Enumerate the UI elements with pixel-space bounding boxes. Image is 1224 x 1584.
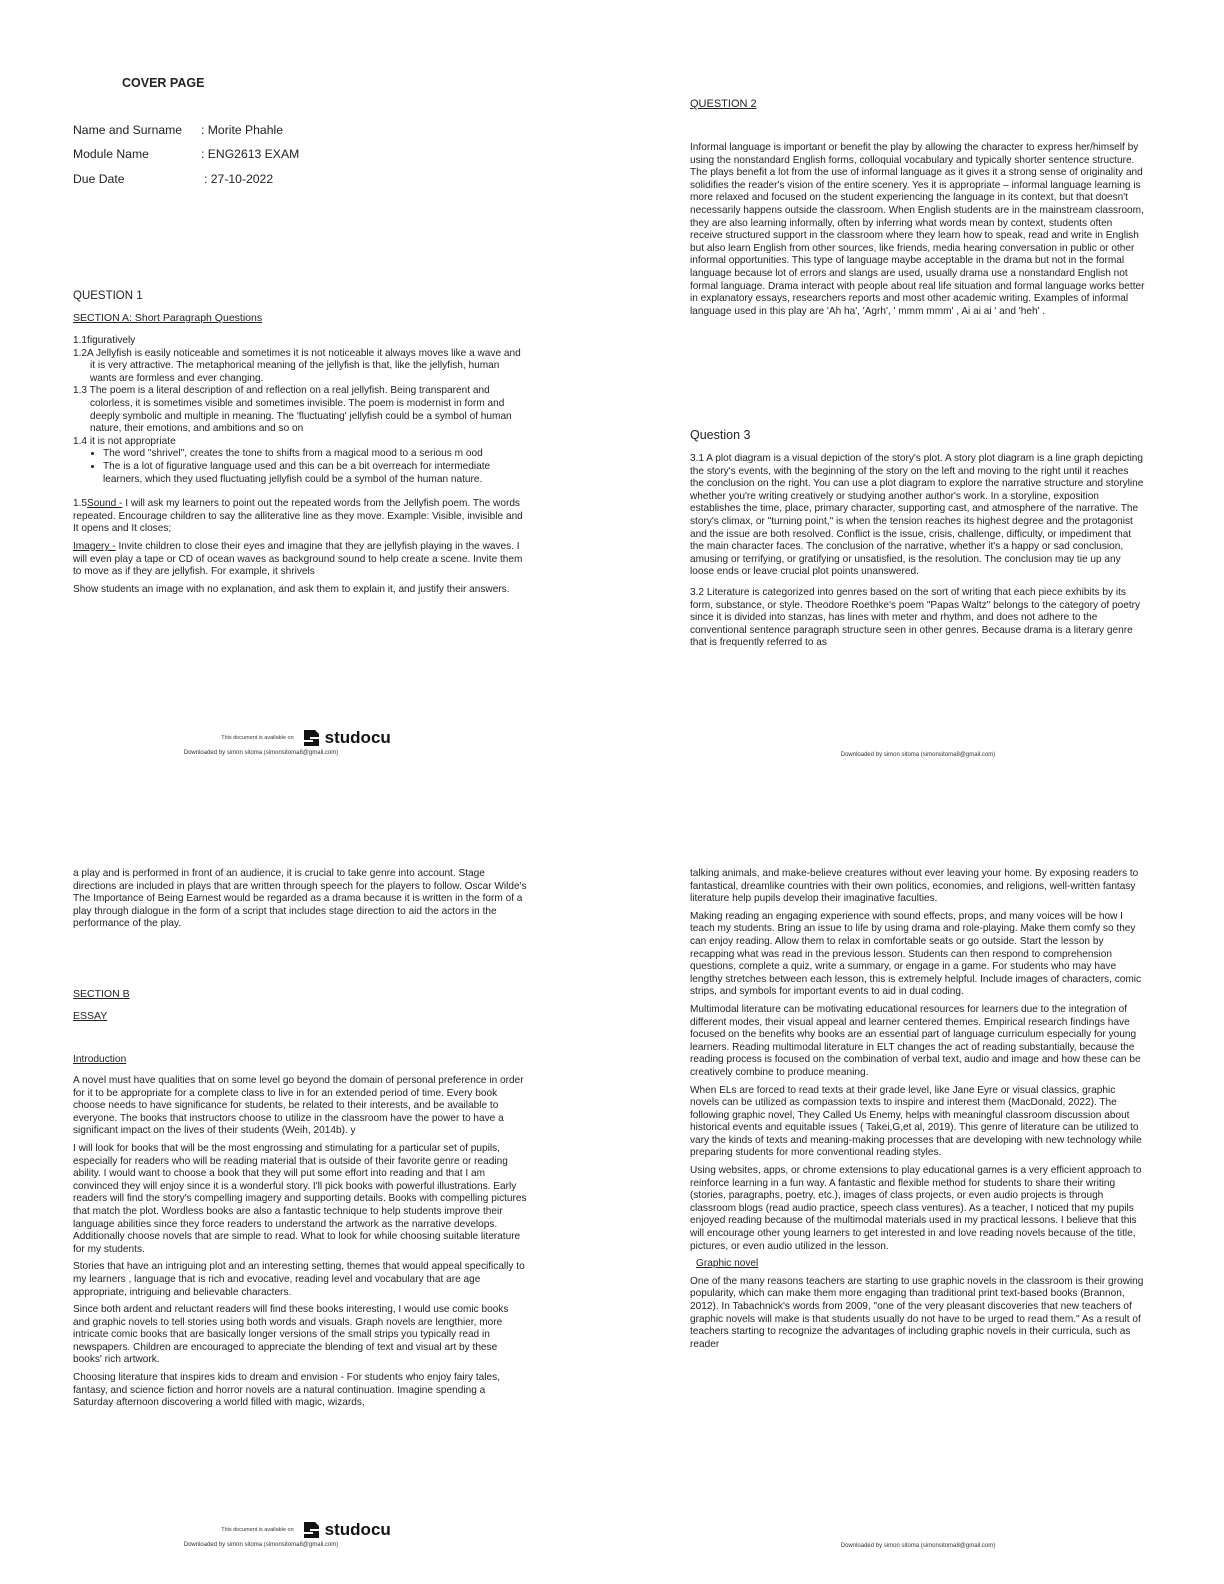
essay-heading: ESSAY (73, 1010, 108, 1022)
essay-paragraph: talking animals, and make-believe creatures without ever leaving your home. By exposing readers to fantastical, dreamlike countries with their own politics, economies, and religions, well-written fantasy literature help pupils develop their imaginative faculties. (690, 868, 1139, 905)
essay-paragraph: Stories that have an intriguing plot and an interesting setting, themes that would appeal specifically to my learners , language that is rich and evocative, reading level and vocabulary that are age appropriate, intriguing and believable characters. (73, 1261, 525, 1298)
meta-value: : ENG2613 EXAM (201, 147, 300, 161)
essay-paragraph: I will look for books that will be the most engrossing and stimulating for a particular set of pupils, especially for readers who will be reading material that is outside of their favorite genre or reading ability. I would want to choose a book that they will put some effort into reading and that I am convinced they will enjoy since it is a wonderful story. I'll pick books with powerful illustrations. Early readers will find the story's compelling imagery and supporting details. Books with compelling pictures that match the plot. Wordless books are also a fantastic technique to help students improve their language abilities since they force readers to understand the artwork as the narrative develops. Additionally choose novels that are simple to read. What to look for while choosing suitable literature for my students. (73, 1142, 527, 1255)
meta-value: : Morite Phahle (201, 123, 283, 137)
sound-label: Sound - (87, 498, 123, 510)
meta-label: Module Name (73, 147, 149, 161)
meta-due-row (73, 172, 273, 186)
essay-paragraph: One of the many reasons teachers are starting to use graphic novels in the classroom is their growing popularity, which can make them more engaging than traditional print text-based books (Brannon, 2012). In Tabachnick's words from 2009, "one of the very pleasant discoveries that new teachers of graphic novels will make is that students usually do not have to be urged to read them." As a result of teachers starting to recognize the advantages of including graphic novels in their curricula, such as reader (690, 1275, 1144, 1350)
answer-1-5-number: 1.5 (73, 498, 88, 510)
page-2 (612, 0, 1224, 790)
downloaded-by: Downloaded by simon sitoma (simonsitoma8@gmail.com) (840, 752, 996, 758)
page-1 (0, 0, 612, 790)
studocu-logo-icon (300, 1519, 322, 1541)
section-a-heading: SECTION A: Short Paragraph Questions (73, 312, 263, 324)
downloaded-by: Downloaded by simon sitoma (simonsitoma8@gmail.com) (840, 1543, 996, 1549)
page-footer (0, 727, 612, 756)
page-4 (612, 792, 1224, 1584)
downloaded-by: Downloaded by simon sitoma (simonsitoma8@gmail.com) (183, 1542, 339, 1548)
page-3 (0, 792, 612, 1584)
available-text: This document is available on (221, 1527, 294, 1533)
essay-body (73, 1075, 528, 1415)
section-b-heading: SECTION B (73, 988, 130, 1000)
essay-paragraph: A novel must have qualities that on some level go beyond the domain of personal preference in order for it to be appropriate for a complete class to live in for an extended period of time. Every book choose needs to have significance for students, be related to their interests, and be available to everyone. The books that instructors choose to utilize in the classroom have the power to have a significant impact on the lives of their students (Weih, 2014b). y (73, 1075, 524, 1137)
graphic-novel-heading: Graphic novel (696, 1258, 759, 1270)
answer-1-4: 1.4 it is not appropriate (73, 435, 176, 447)
essay-paragraph: Choosing literature that inspires kids to dream and envision - For students who enjoy fairy tales, fantasy, and science fiction and horror novels are a natural continuation. Imagine spending a Saturday afternoon discovering a world filled with magic, wizards, (73, 1372, 500, 1409)
studocu-brand: studocu (324, 728, 391, 747)
answer-3-2: 3.2 Literature is categorized into genres based on the sort of writing that each piece exhibits by its form, substance, or style. Theodore Roethke's poem "Papas Waltz" belongs to the category of poetry since it is divided into stanzas, has lines with meter and rhythm, and does not adhere to the conventional sentence paragraph structure seen in other genres. Because drama is a literary genre that is frequently referred to as (690, 586, 1141, 649)
genre-continuation (73, 868, 528, 936)
question-2-paragraph: Informal language is important or benefit the play by allowing the character to express her/himself by using the nonstandard English forms, colloquial vocabulary and typically shorter sentence structure. The plays benefit a lot from the use of informal language as it gives it a strong sense of originality and solidifies the reader's vision of the entire scenery. Yes it is appropriate – informal language learning is more relaxed and focused on the student experiencing the language in its context, but that doesn't necessarily happens outside the classroom. When English students are in the mainstream classroom, they are also learning informally, often by inferring what words mean by context, students often receive structured support in the classroom where they learn how to speak, read and write in English but also learn English from other sources, like friends, media hearing conversation in public or other informal opportunities. This type of language maybe acceptable in the drama but not in the formal language because lot of errors and slangs are used, usually drama use a nonstandard English not formal language. Drama interact with people about real life situation and formal language works better in explanatory essays, researchers reports and most other academic writing. Examples of informal language used in this play are 'Ah ha', 'Agrh', ' mmm mmm' , Ai ai ai ' and 'heh' . (690, 142, 1145, 317)
page-footer (0, 1519, 612, 1548)
downloaded-by: Downloaded by simon sitoma (simonsitoma8@gmail.com) (183, 750, 339, 756)
answer-1-3: 1.3 The poem is a literal description of and reflection on a real jellyfish. Being transparent and colorless, it is sometimes visible and sometimes invisible. The poem is modernist in form and deeply symbolic and multiple in meaning. The 'fluctuating' jellyfish could be a symbol of human nature, their emotions, and ambitions and so on (73, 385, 512, 435)
answer-1-5 (73, 498, 528, 536)
studocu-brand: studocu (324, 1520, 391, 1539)
imagery-label: Imagery - (73, 540, 116, 552)
meta-label: Due Date (73, 172, 125, 186)
answer-1-4-list (73, 448, 528, 486)
meta-value: : 27-10-2022 (204, 172, 274, 186)
list-item: • The is a lot of figurative language used and this can be a bit overreach for intermediate learners, which they used fluctuating jellyfish could be a symbol of the human nature. (103, 461, 528, 486)
genre-paragraph: a play and is performed in front of an audience, it is crucial to take genre into account. Stage directions are included in plays that are written through speech for the players to follow. Oscar Wilde's The Importance of Being Earnest would be regarded as a drama because it is written in the form of a play through dialogue in the form of a script that includes stage direction to aid the actors in the performance of the play. (73, 868, 527, 930)
question-3-heading: Question 3 (690, 428, 751, 442)
answer-1-1: 1.1figuratively (73, 335, 136, 346)
cover-title: COVER PAGE (122, 76, 205, 90)
imagery-paragraph (73, 541, 528, 579)
imagery-text: Invite children to close their eyes and imagine that they are jellyfish playing in the waves. I will even play a tape or CD of ocean waves as background sound to help create a scene. Invite them to move as if they are jellyfish. For example, it shrivels (73, 540, 523, 578)
question-3-answer (690, 453, 1145, 655)
essay-paragraph: When ELs are forced to read texts at their grade level, like Jane Eyre or visual classics, graphic novels can be utilized as compassion texts to inspire and interest them (MacDonald, 2022). The following graphic novel, They Called Us Enemy, helps with meaningful classroom discussion about historical events and equitable issues ( Takei,G,et al, 2019). This genre of literature can be utilized to vary the kinds of texts and meaning-making processes that are developing with new technology while preparing students for more conventional reading styles. (690, 1084, 1142, 1159)
answer-3-1: 3.1 A plot diagram is a visual depiction of the story's plot. A story plot diagram is a line graph depicting the story's events, with the beginning of the story on the left and moving to the right until it reaches the conclusion on the right. You can use a plot diagram to explore the narrative structure and storyline whether you're writing creatively or studying another author's work. In a storyline, exposition establishes the time, place, primary character, supporting cast, and atmosphere of the narrative. The story's climax, or "turning point," is when the tension reaches its highest degree and the protagonist and the issue are both resolved. Conflict is the issue, crisis, challenge, difficulty, or impediment that the main character faces. The conclusion of the narrative, whether it's a happy or sad conclusion, amusing or terrifying, or gratifying or unsatisfied, is the resolution. The conclusion may tie up any loose ends or leave crucial plot points unanswered. (690, 453, 1144, 578)
meta-name-row (73, 123, 283, 137)
studocu-logo (300, 727, 391, 749)
essay-continuation (690, 868, 1145, 1356)
sound-text: I will ask my learners to point out the repeated words from the Jellyfish poem. The words repeated. Encourage children to say the alliterative line as they move. Example: Visible, invisible and It opens and It closes; (73, 498, 523, 535)
essay-paragraph: Using websites, apps, or chrome extensions to play educational games is a very efficient approach to reinforce learning in a fun way. A fantastic and flexible method for students to share their writing (stories, paragraphs, poetry, etc.), images of class projects, or even audio projects is through classroom blogs (read audio practice, speech class ventures). As a teacher, I noticed that my pupils enjoyed reading because of the multimodal materials used in my practical lessons. I believe that this will encourage other young learners to get interested in and love reading novels because of the title, pictures, or even audio utilized in the lesson. (690, 1165, 1142, 1252)
answer-1-2: 1.2A Jellyfish is easily noticeable and sometimes it is not noticeable it always moves like a wave and it is very attractive. The metaphorical meaning of the jellyfish is that, like the jellyfish, human wants are formless and ever changing. (73, 347, 521, 384)
essay-paragraph: Making reading an engaging experience with sound effects, props, and many voices will be how I teach my students. Bring an issue to life by using drama and role-playing. Make them comfy so they can enjoy reading. Allow them to relax in comfortable seats or go outside. Start the lesson by recapping what was read in the previous lesson. Students can then respond to comprehension questions, complete a quiz, write a summary, or engage in a game. For students who may have lengthy stretches between each lesson, this is extremely helpful. Include images of characters, comic strips, and symbols for important events to aid in dual coding. (690, 910, 1142, 998)
introduction-heading: Introduction (73, 1054, 127, 1065)
available-text: This document is available on (221, 735, 294, 741)
show-paragraph: Show students an image with no explanation, and ask them to explain it, and justify their answers. (73, 583, 510, 595)
question-2-answer (690, 142, 1145, 323)
meta-module-row (73, 147, 299, 161)
studocu-logo (300, 1519, 391, 1541)
question-1-heading: QUESTION 1 (73, 290, 143, 302)
list-item: • The word "shrivel", creates the tone to shifts from a magical mood to a serious m ood (103, 448, 528, 461)
question-2-heading: QUESTION 2 (690, 98, 757, 110)
essay-paragraph: Since both ardent and reluctant readers will find these books interesting, I would use comic books and graphic novels to tell stories using both words and visuals. Graph novels are lengthier, more intricate comic books that are basically longer versions of the small strips you typically read in newspapers. Children are encouraged to appreciate the blending of text and visual art by these books' rich artwork. (73, 1304, 509, 1366)
question-1-answers (73, 335, 528, 601)
meta-label: Name and Surname (73, 123, 183, 137)
studocu-logo-icon (300, 727, 322, 749)
essay-paragraph: Multimodal literature can be motivating educational resources for learners due to the integration of different modes, their visual appeal and learner centered themes. Empirical research findings have focused on the benefits why books are an essential part of language curriculum especially for young learners. Reading multimodal literature in ELT changes the act of reading substantially, because the reading process is focused on the combination of verbal text, audio and image and how these can be creatively combine to produce meaning. (690, 1003, 1141, 1078)
